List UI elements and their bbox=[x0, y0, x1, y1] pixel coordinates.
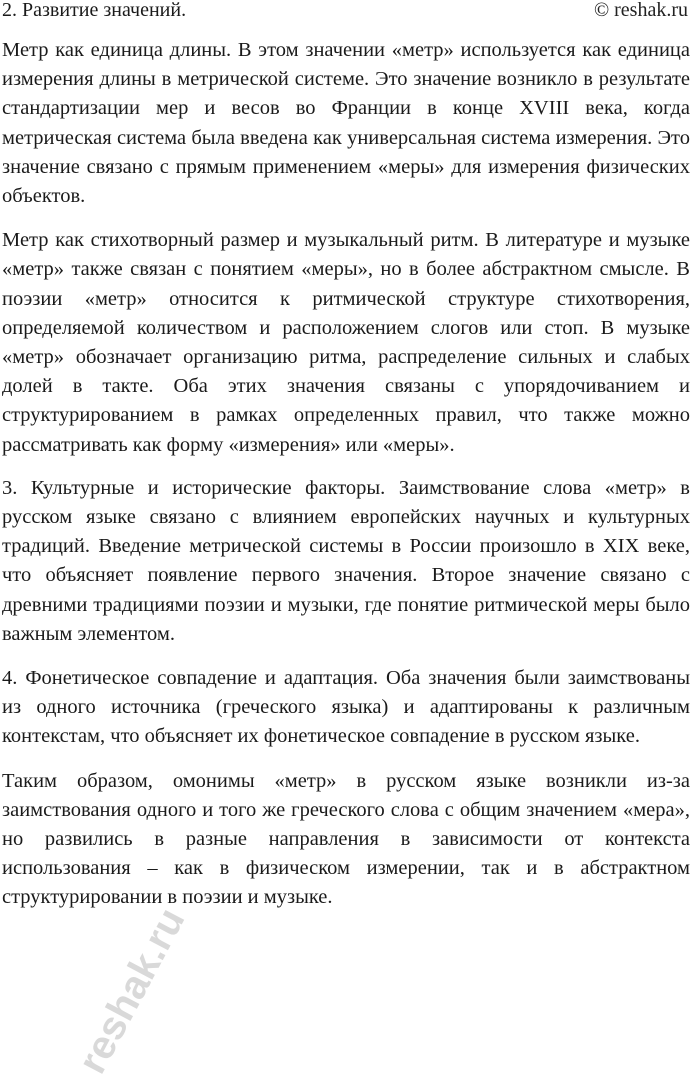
paragraph-metric-rhythm: Метр как стихотворный размер и музыкальный ритм. В литературе и музыке «метр» также связан с понятием «меры», но в более абстрактном смысле. В поэзии «метр» относится к ритмической структуре стихотворения, определяемой количеством и расположением слогов или стоп. В музыке «метр» обозначает организацию ритма, распределение сильных и слабых долей в такте. Оба этих значения связаны с упорядочиванием и структурированием в рамках определенных правил, что также можно рассматривать как форму «измерения» или «меры». bbox=[2, 229, 690, 456]
watermark-logo: reshak.ru bbox=[70, 900, 194, 1081]
paragraph-metric-length: Метр как единица длины. В этом значении «метр» используется как единица измерения длины в метрической системе. Это значение возникло в результате стандартизации мер и весов во Франции в конце XVIII века, когда метрическая система была введена как универсальная система измерения. Это значение связано с прямым применением «меры» для измерения физических объектов. bbox=[2, 39, 690, 208]
paragraph-phonetic-coincidence: 4. Фонетическое совпадение и адаптация. Оба значения были заимствованы из одного источника (греческого языка) и адаптированы к различным контекстам, что объясняет их фонетическое совпадение в русском языке. bbox=[2, 667, 690, 748]
paragraph-cultural-factors: 3. Культурные и исторические факторы. Заимствование слова «метр» в русском языке связано с влиянием европейских научных и культурных традиций. Введение метрической системы в России произошло в XIX веке, что объясняет появление первого значения. Второе значение связано с древними традициями поэзии и музыки, где понятие ритмической меры было важным элементом. bbox=[2, 476, 690, 645]
page-header bbox=[2, 0, 690, 22]
paragraph-conclusion: Таким образом, омонимы «метр» в русском языке возникли из-за заимствования одного и того же греческого слова с общим значением «мера», но развились в разные направления в зависимости от контекста использования – как в физическом измерении, так и в абстрактном структурировании в поэзии и музыке. bbox=[2, 769, 690, 909]
section-title: 2. Развитие значений. bbox=[2, 0, 187, 21]
copyright-label: © reshak.ru bbox=[593, 0, 688, 21]
